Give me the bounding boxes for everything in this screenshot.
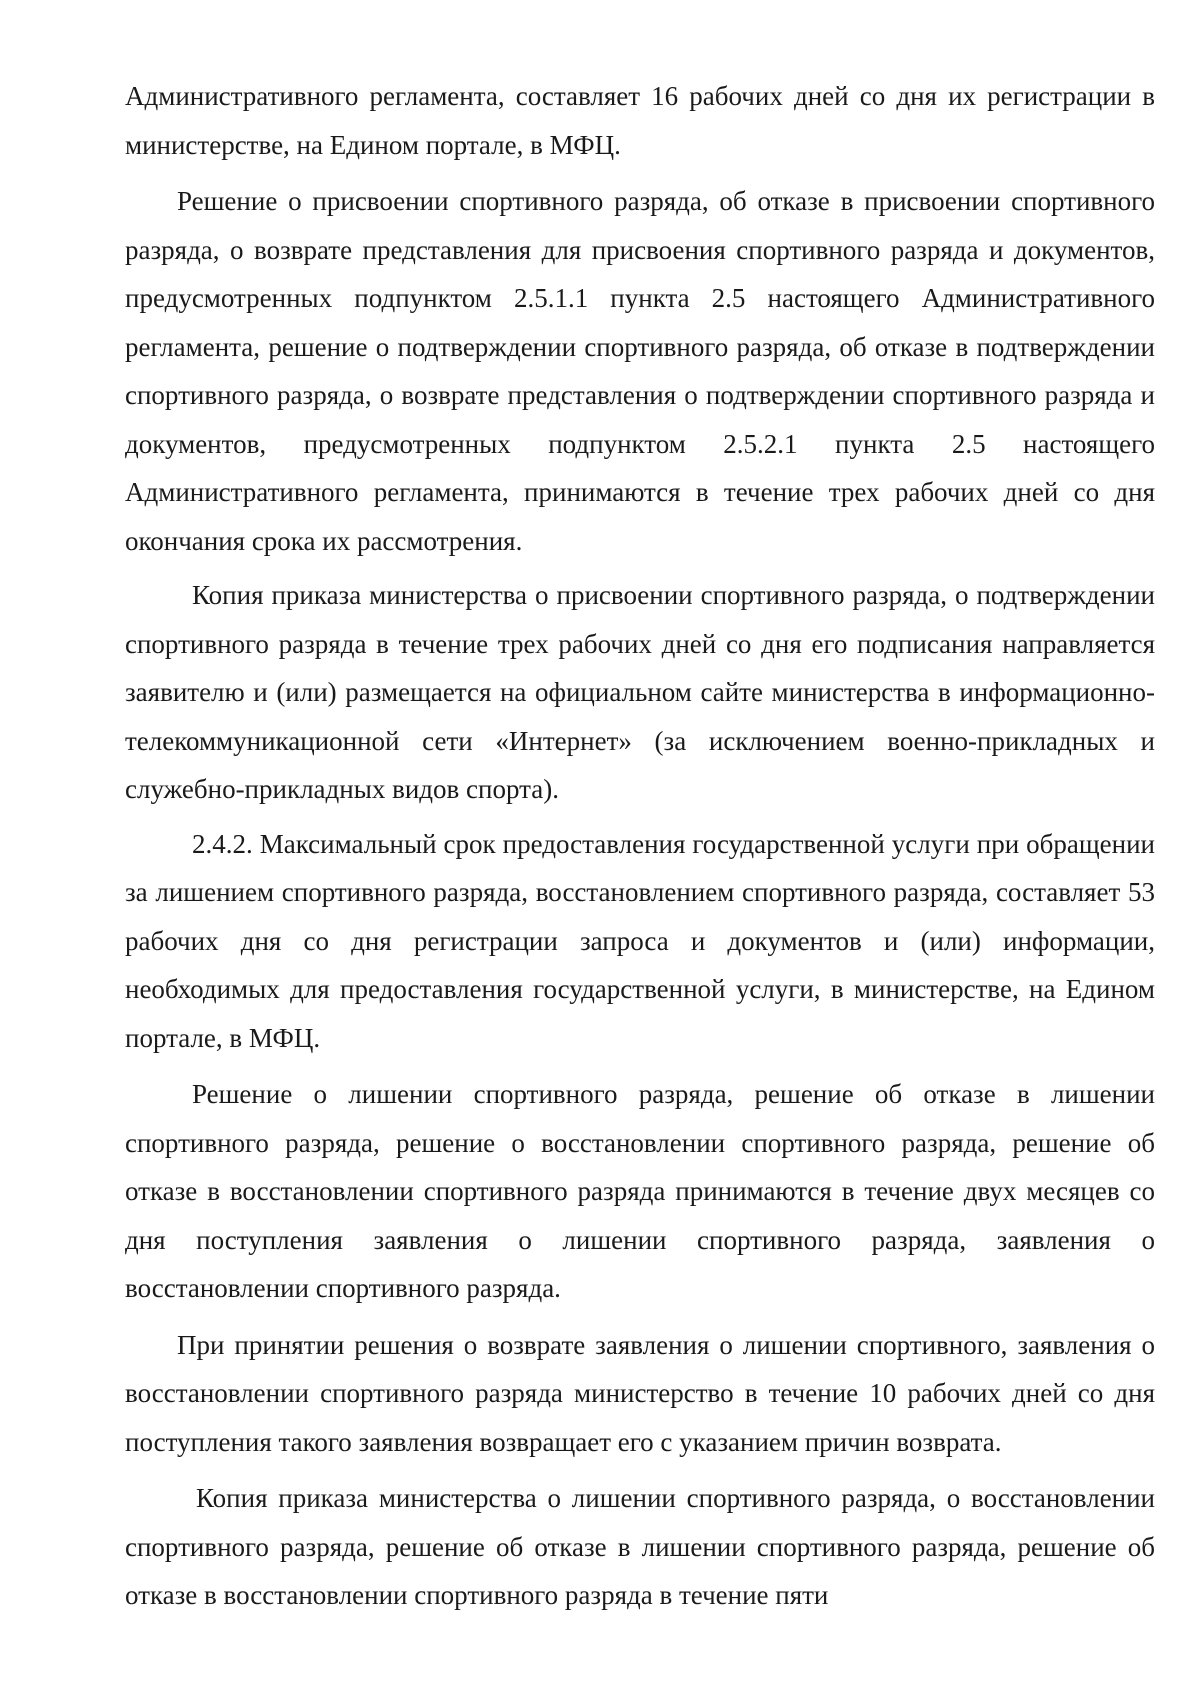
- paragraph-assignment-decisions: Решение о присвоении спортивного разряда, об отказе в присвоении спортивного разряда, о возврате представления для присвоения спортивного разряда и документов, предусмотренных подпунктом 2.5.1.1 пункта 2.5 настоящего Административного регламента, решение о подтверждении спортивного разряда, об отказе в подтверждении спортивного разряда, о возврате представления о подтверждении спортивного разряда и документов, предусмотренных подпунктом 2.5.2.1 пункта 2.5 настоящего Административного регламента, принимаются в течение трех рабочих дней со дня окончания срока их рассмотрения.: [125, 186, 1155, 556]
- document-body: [125, 72, 1155, 1620]
- paragraph-application-return: При принятии решения о возврате заявления о лишении спортивного, заявления о восстановлении спортивного разряда министерство в течение 10 рабочих дней со дня поступления такого заявления возвращает его с указанием причин возврата.: [125, 1329, 1155, 1457]
- paragraph-deprivation-order-copy: Копия приказа министерства о лишении спортивного разряда, о восстановлении спортивного разряда, решение об отказе в лишении спортивного разряда, решение об отказе в восстановлении спортивного разряда в течение пяти: [125, 1483, 1155, 1610]
- paragraph-deprivation-decisions: Решение о лишении спортивного разряда, решение об отказе в лишении спортивного разряда, решение о восстановлении спортивного разряда, решение об отказе в восстановлении спортивного разряда принимаются в течение двух месяцев со дня поступления заявления о лишении спортивного разряда, заявления о восстановлении спортивного разряда.: [125, 1079, 1155, 1303]
- paragraph-continuation: Административного регламента, составляет 16 рабочих дней со дня их регистрации в министерстве, на Едином портале, в МФЦ.: [125, 81, 1155, 160]
- paragraph-assignment-order-copy: Копия приказа министерства о присвоении спортивного разряда, о подтверждении спортивного разряда в течение трех рабочих дней со дня его подписания направляется заявителю и (или) размещается на официальном сайте министерства в информационно-телекоммуникационной сети «Интернет» (за исключением военно-прикладных и служебно-прикладных видов спорта).: [125, 580, 1155, 804]
- paragraph-2-4-2-deadline: 2.4.2. Максимальный срок предоставления государственной услуги при обращении за лишением спортивного разряда, восстановлением спортивного разряда, составляет 53 рабочих дня со дня регистрации запроса и документов и (или) информации, необходимых для предоставления государственной услуги, в министерстве, на Едином портале, в МФЦ.: [125, 828, 1155, 1053]
